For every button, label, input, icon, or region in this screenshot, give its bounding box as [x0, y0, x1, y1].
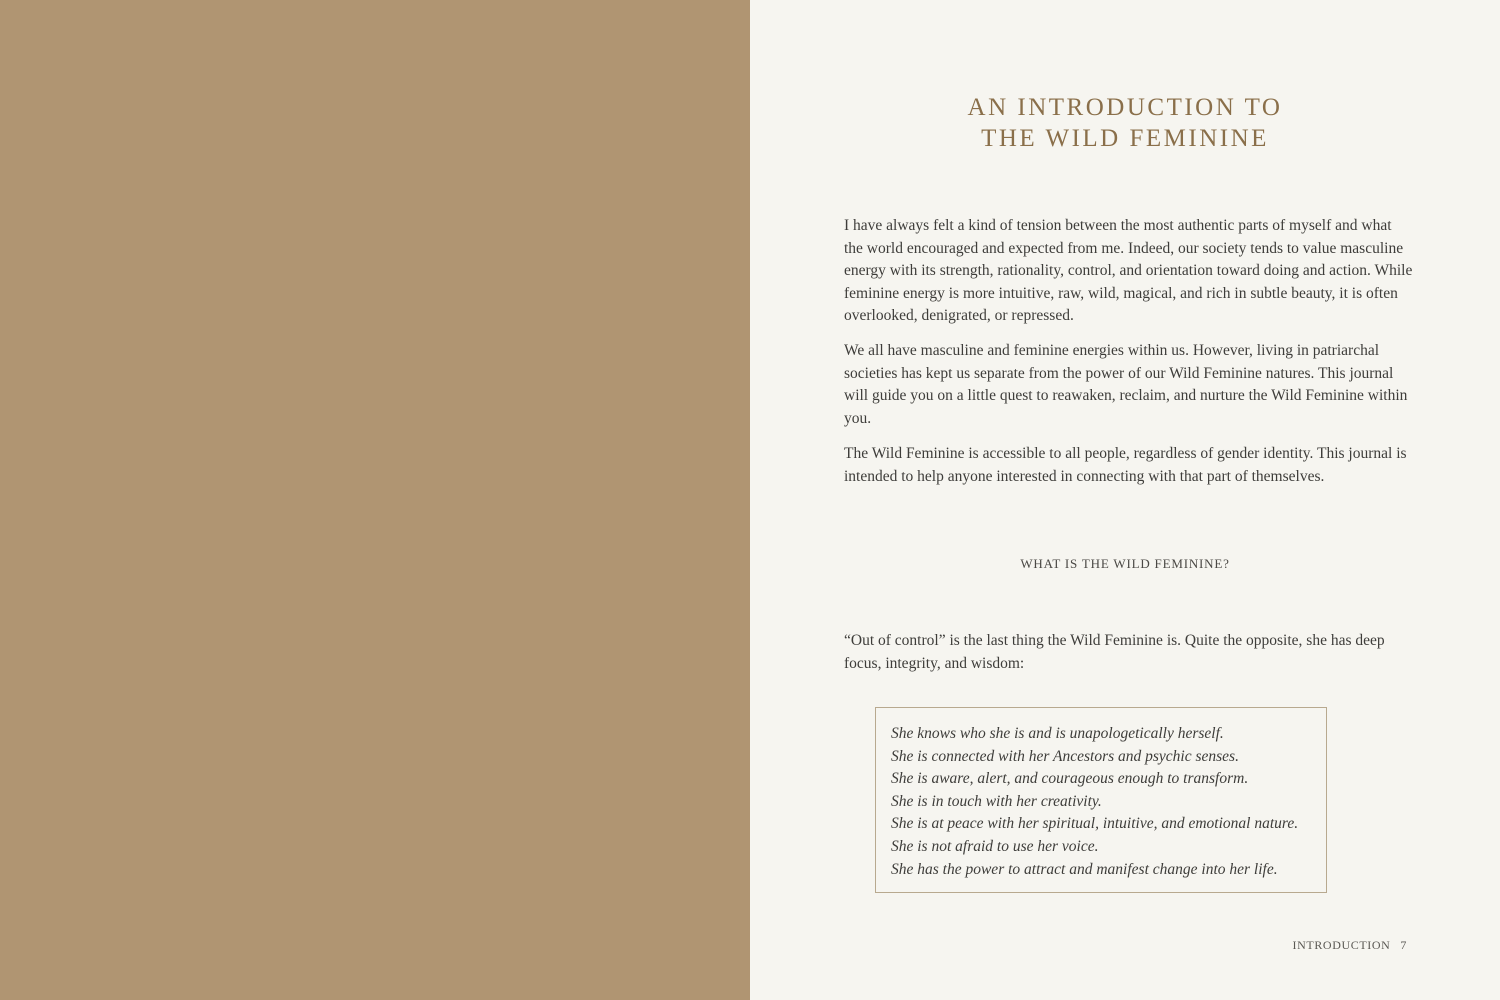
chapter-title [750, 92, 1500, 154]
paragraph-4: “Out of control” is the last thing the Wild Feminine is. Quite the opposite, she has deep focus, integrity, and wisdom: [844, 632, 1385, 672]
paragraph-2: We all have masculine and feminine energies within us. However, living in patriarchal societies has kept us separate from the power of our Wild Feminine natures. This journal will guide you on a little quest to reawaken, reclaim, and nurture the Wild Feminine within you. [844, 342, 1408, 427]
right-page [750, 0, 1500, 1000]
quote-line-1: She knows who she is and is unapologetically herself. [891, 725, 1224, 742]
quote-line-7: She has the power to attract and manifest change into her life. [891, 860, 1278, 878]
footer-section-label: INTRODUCTION [1292, 938, 1391, 952]
paragraph-1: I have always felt a kind of tension between the most authentic parts of myself and what the world encouraged and expected from me. Indeed, our society tends to value masculine energy with its strength, rationality, control, and orientation toward doing and action. While feminine energy is more intuitive, raw, wild, magical, and rich in subtle beauty, it is often overlooked, denigrated, or repressed. [844, 217, 1413, 325]
page-footer [1293, 938, 1407, 953]
paragraph-3: The Wild Feminine is accessible to all people, regardless of gender identity. This journal is intended to help anyone interested in connecting with that part of themselves. [844, 445, 1407, 485]
quote-line-4: She is in touch with her creativity. [891, 792, 1102, 810]
quote-line-5: She is at peace with her spiritual, intuitive, and emotional nature. [891, 815, 1299, 833]
chapter-title-line-2: THE WILD FEMININE [981, 125, 1269, 152]
quote-line-3: She is aware, alert, and courageous enough to transform. [891, 770, 1249, 788]
quote-box [875, 707, 1327, 893]
page-number: 7 [1400, 938, 1407, 952]
section-subheading: WHAT IS THE WILD FEMININE? [1020, 556, 1230, 571]
quote-line-6: She is not afraid to use her voice. [891, 837, 1099, 855]
quote-line-2: She is connected with her Ancestors and psychic senses. [891, 747, 1239, 765]
chapter-title-line-1: AN INTRODUCTION TO [967, 94, 1283, 121]
